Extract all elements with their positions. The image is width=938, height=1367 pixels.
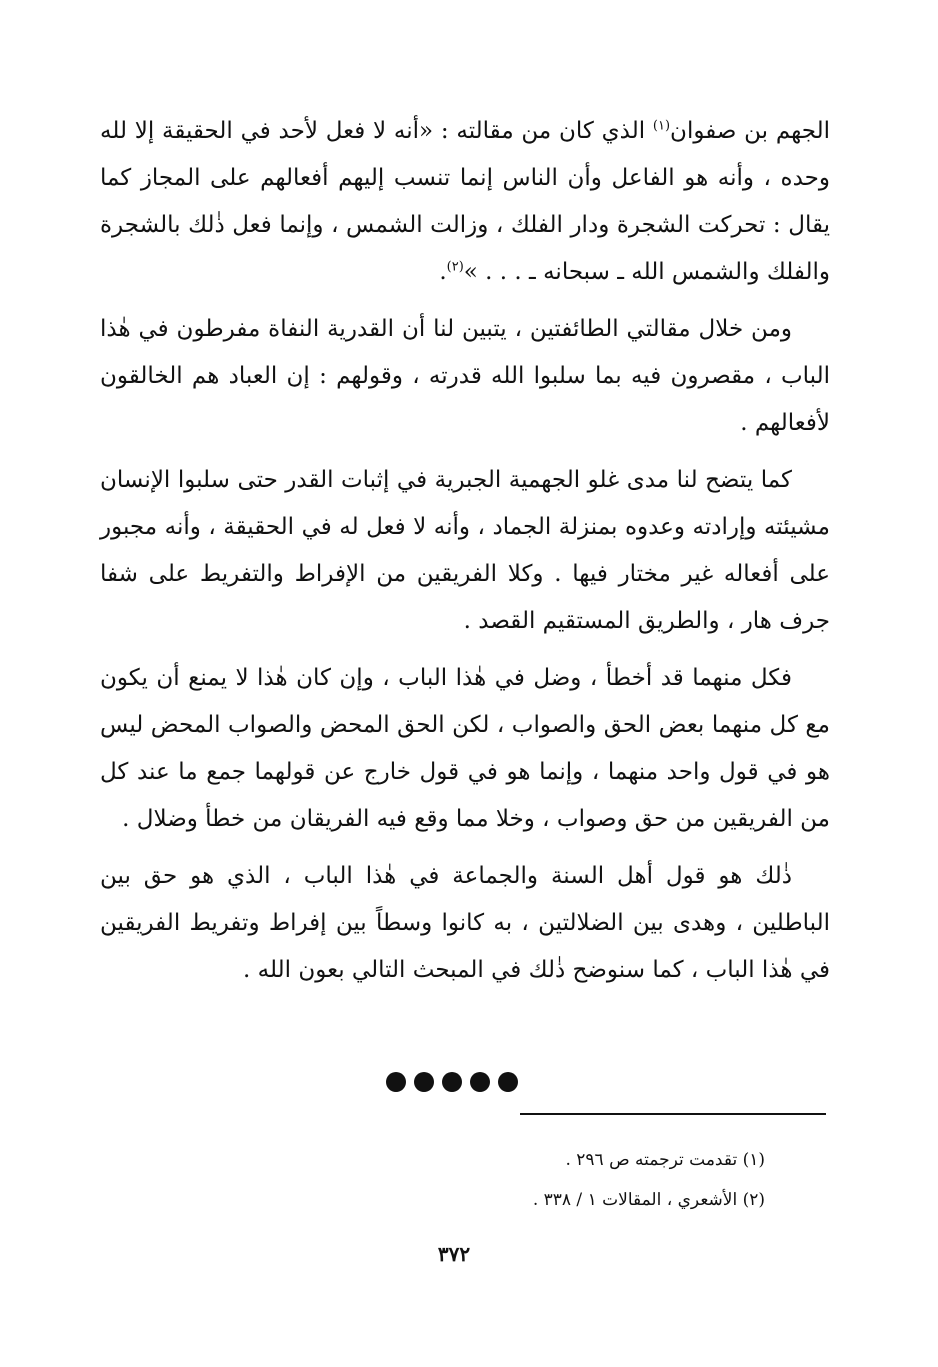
footnote-2: (٢) الأشعري ، المقالات ١ / ٣٣٨ . [532,1190,765,1210]
paragraph-1 [100,108,830,296]
footnotes [420,1140,765,1220]
main-text [100,108,830,1004]
footnote-1: (١) تقدمت ترجمته ص ٢٩٦ . [565,1150,765,1170]
section-end-ornament [386,1072,546,1094]
paragraph-1-end: . [439,259,447,285]
paragraph-1-part-b: الذي كان من مقالته : «أنه لا فعل لأحد في الحقيقة إلا لله وحده ، وأنه هو الفاعل وأن الناس إنما تنسب إليهم أفعالهم على المجاز كما يقال : تحركت الشجرة ودار الفلك ، وزالت الشمس ، وإنما فعل ذٰلك بالشجرة والفلك والشمس الله ـ سبحانه ـ . . . » [100,118,830,285]
ornament-dot [386,1072,406,1092]
paragraph-4: فكل منهما قد أخطأ ، وضل في هٰذا الباب ، وإن كان هٰذا لا يمنع أن يكون مع كل منهما بعض الحق والصواب ، لكن الحق المحض والصواب المحض ليس هو في قول واحد منهما ، وإنما هو في قول خارج عن قولهما جمع ما عند كل من الفريقين من حق وصواب ، وخلا مما وقع فيه الفريقان من خطأ وضلال . [100,665,830,832]
ornament-dot [470,1072,490,1092]
footnote-ref-1: (١) [652,118,671,134]
paragraph-3: كما يتضح لنا مدى غلو الجهمية الجبرية في إثبات القدر حتى سلبوا الإنسان مشيئته وإرادته وعدوه بمنزلة الجماد ، وأنه لا فعل له في الحقيقة ، وأنه مجبور على أفعاله غير مختار فيها . وكلا الفريقين من الإفراط والتفريط على شفا جرف هار ، والطريق المستقيم القصد . [100,467,830,634]
page-number: ٣٧٢ [437,1242,471,1266]
footnote-ref-2: (٢) [446,259,464,275]
paragraph-2: ومن خلال مقالتي الطائفتين ، يتبين لنا أن القدرية النفاة مفرطون في هٰذا الباب ، مقصرون فيه بما سلبوا الله قدرته ، وقولهم : إن العباد هم الخالقون لأفعالهم . [100,316,830,436]
paragraph-5: ذٰلك هو قول أهل السنة والجماعة في هٰذا الباب ، الذي هو حق بين الباطلين ، وهدى بين الضلالتين ، به كانوا وسطاً بين إفراط وتفريط الفريقين في هٰذا الباب ، كما سنوضح ذٰلك في المبحث التالي بعون الله . [100,863,830,983]
paragraph-1-part-a: الجهم بن صفوان [670,118,830,144]
ornament-dot [498,1072,518,1092]
footnote-separator [520,1113,826,1115]
ornament-dot [442,1072,462,1092]
ornament-dot [414,1072,434,1092]
